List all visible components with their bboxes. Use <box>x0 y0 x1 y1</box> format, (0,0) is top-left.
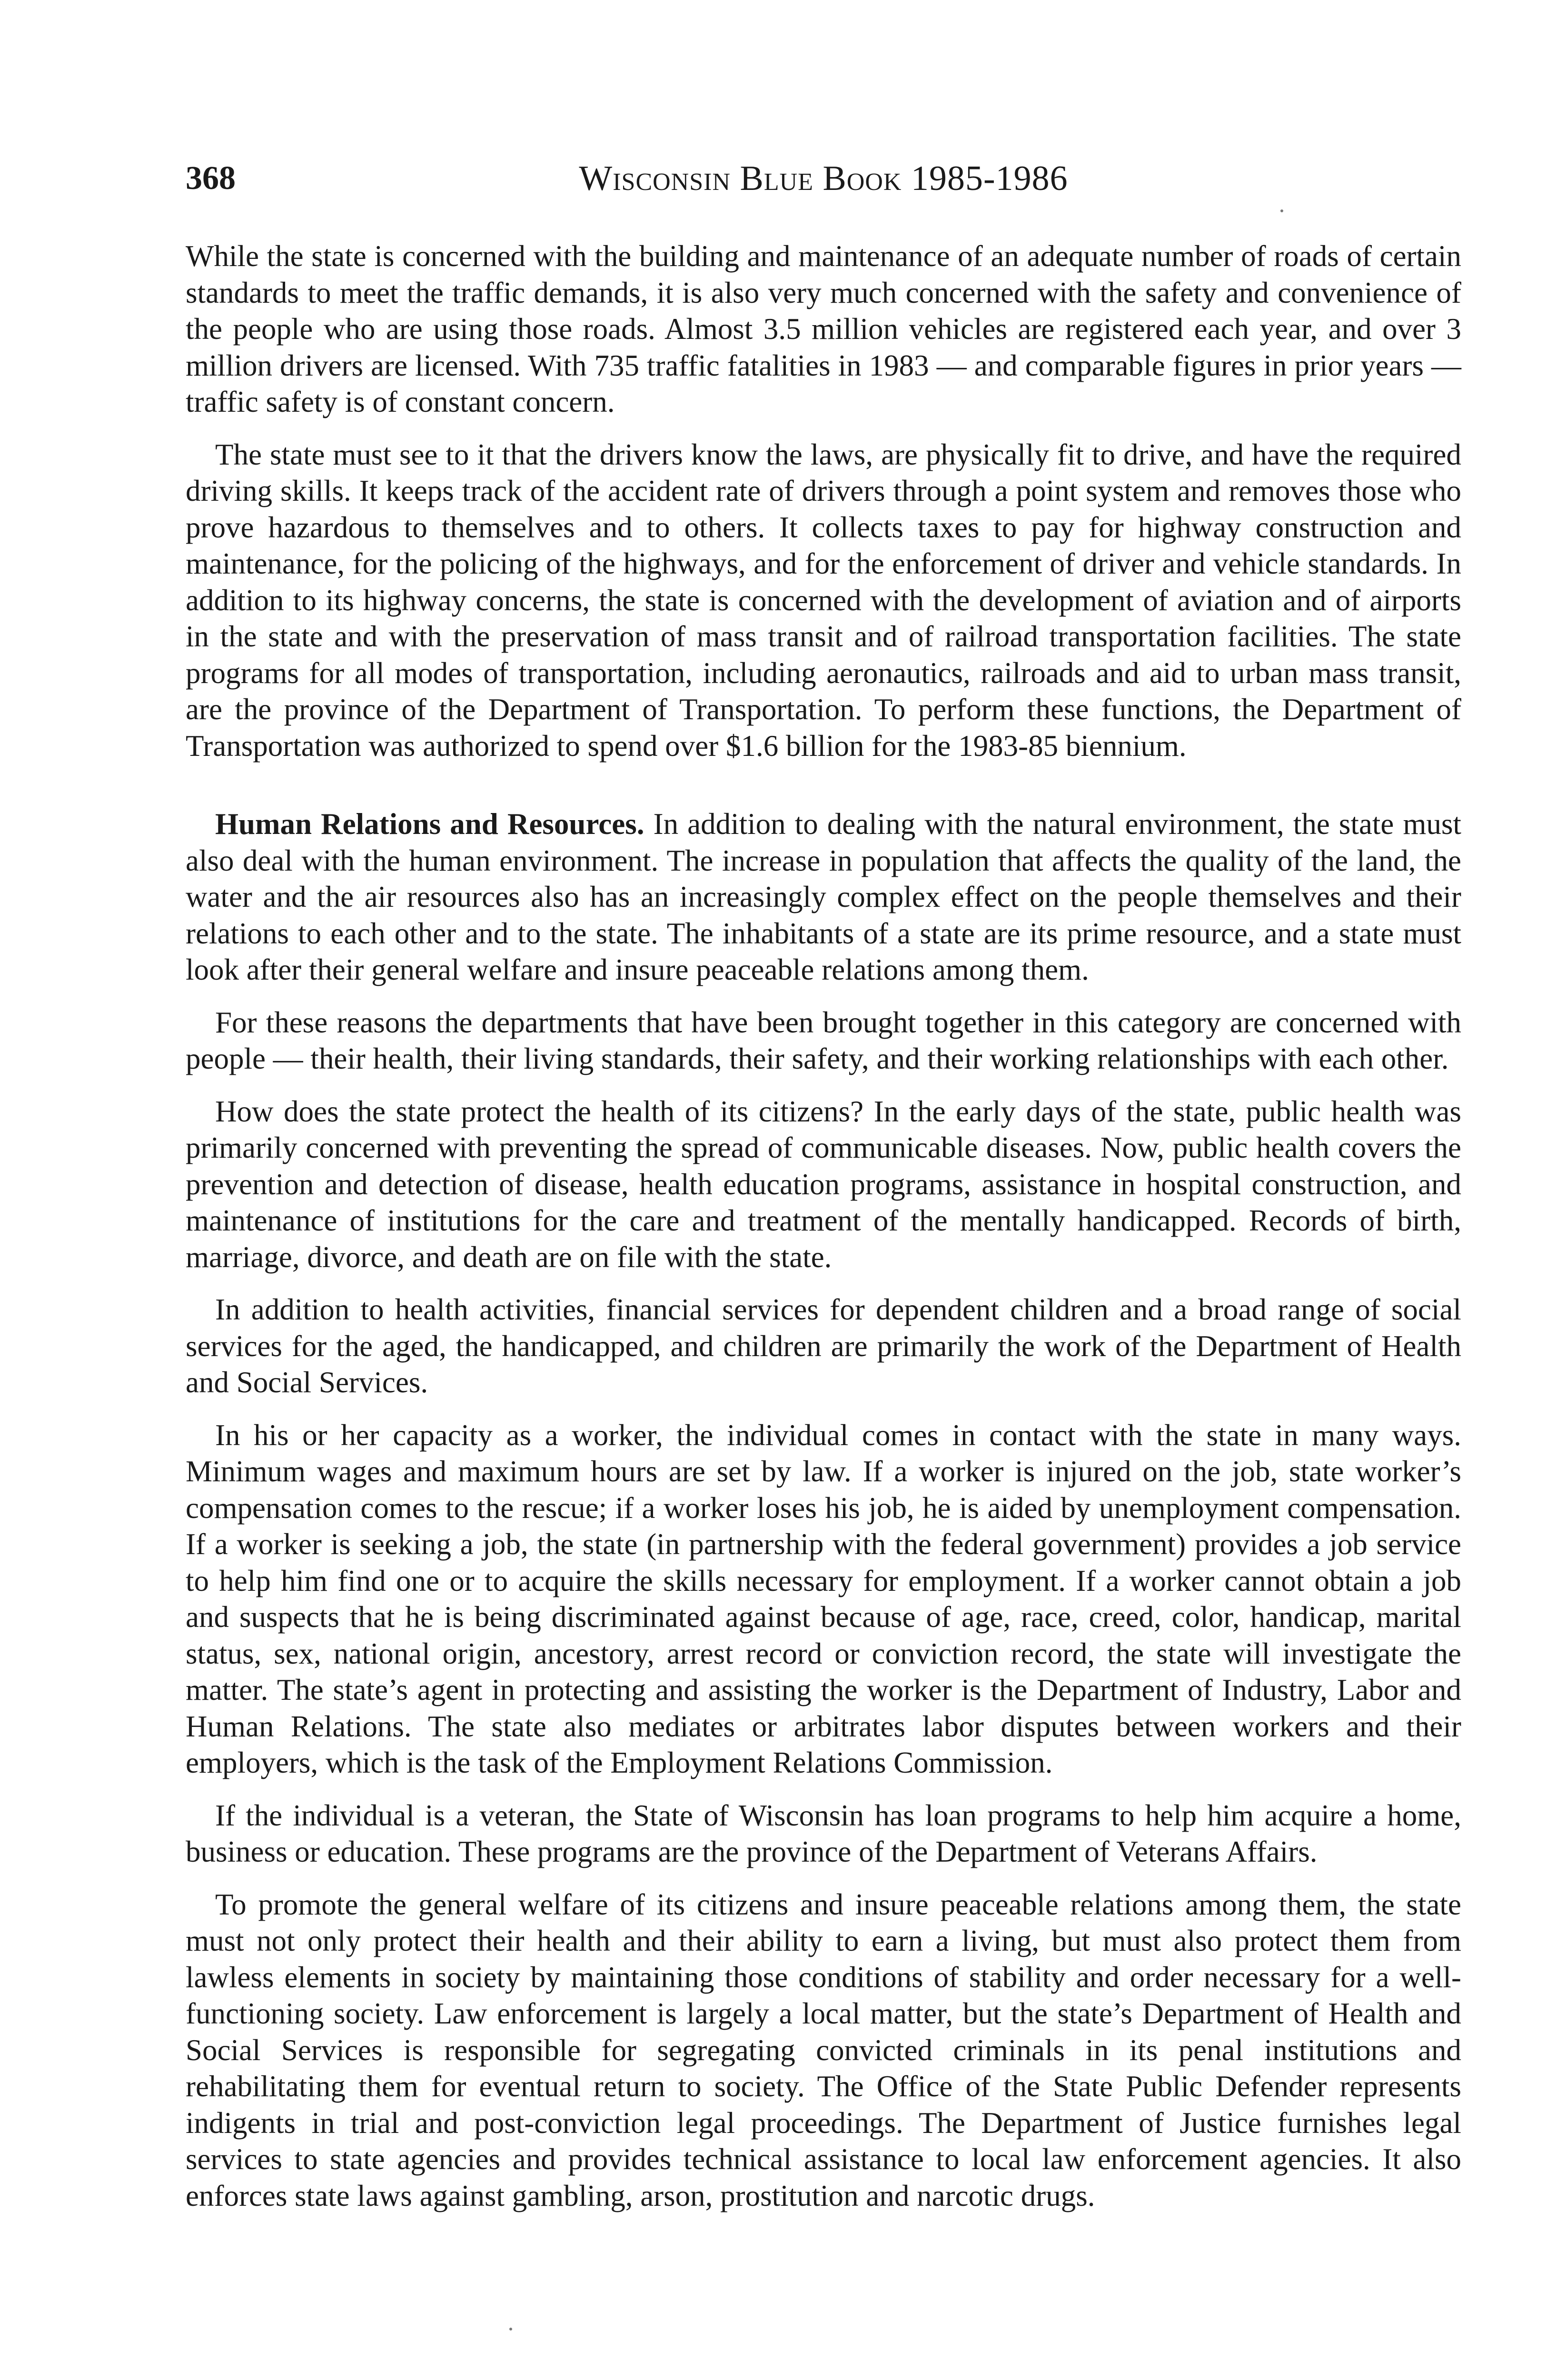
paragraph-veterans: If the individual is a veteran, the State of Wisconsin has loan programs to help him acquire a home, business or education. These programs are the province of the Department of Veterans Affairs. <box>186 1798 1461 1868</box>
paragraph-law-enforcement: To promote the general welfare of its citizens and insure peaceable relations among them, the state must not only protect their health and their ability to earn a living, but must also protect them from lawless elements in society by maintaining those conditions of stability and order necessary for a well-functioning society. Law enforcement is largely a local matter, but the state’s Department of Health and Social Services is responsible for segregating convicted criminals in its penal institutions and rehabilitating them for eventual return to society. The Office of the State Public Defender represents indigents in trial and post-conviction legal proceedings. The Department of Justice furnishes legal services to state agencies and provides technical assistance to local law enforcement agencies. It also enforces state laws against gambling, arson, prostitution and narcotic drugs. <box>186 1887 1461 2212</box>
paragraph-public-health: How does the state protect the health of its citizens? In the early days of the state, public health was primarily concerned with preventing the spread of communicable diseases. Now, public health covers the prevention and detection of disease, health education programs, assistance in hospital construction, and maintenance of institutions for the care and treatment of the mentally handicapped. Records of birth, marriage, divorce, and death are on file with the state. <box>186 1094 1461 1274</box>
paragraph-driver-standards: The state must see to it that the drivers know the laws, are physically fit to drive, and have the required driving skills. It keeps track of the accident rate of drivers through a point system and removes those who prove hazardous to themselves and to others. It collects taxes to pay for highway construction and maintenance, for the policing of the highways, and for the enforcement of driver and vehicle standards. In addition to its highway concerns, the state is concerned with the development of aviation and of airports in the state and with the preservation of mass transit and of railroad transportation facilities. The state programs for all modes of transportation, including aeronautics, railroads and aid to urban mass transit, are the province of the Department of Transportation. To perform these functions, the Department of Transportation was authorized to spend over $1.6 billion for the 1983-85 biennium. <box>186 437 1461 763</box>
section-heading-human-relations: Human Relations and Resources. <box>215 807 644 841</box>
paragraph-road-safety: While the state is concerned with the building and maintenance of an adequate number of roads of certain standards to meet the traffic demands, it is also very much concerned with the safety and convenience of the people who are using those roads. Almost 3.5 million vehicles are registered each year, and over 3 million drivers are licensed. With 735 traffic fatalities in 1983 — and comparable figures in prior years — traffic safety is of constant concern. <box>186 239 1461 418</box>
page-header <box>186 157 1461 209</box>
body-text <box>186 238 1461 2230</box>
paragraph-concerned-with-people: For these reasons the departments that have been brought together in this category are concerned with people — their health, their living standards, their safety, and their working relationships with each other. <box>186 1005 1461 1075</box>
paragraph-social-services: In addition to health activities, financial services for dependent children and a broad range of social services for the aged, the handicapped, and children are primarily the work of the Department of Health and Social Services. <box>186 1293 1461 1399</box>
print-speck <box>509 2328 512 2330</box>
paragraph-human-relations <box>186 806 1461 988</box>
paragraph-human-relations-text: In addition to dealing with the natural environment, the state must also deal with the human environment. The increase in population that affects the quality of the land, the water and the air resources also has an increasingly complex effect on the people themselves and their relations to each other and to the state. The inhabitants of a state are its prime resource, and a state must look after their general welfare and insure peaceable relations among them. <box>186 807 1462 986</box>
running-title: Wisconsin Blue Book 1985-1986 <box>579 159 1068 198</box>
print-speck <box>1280 209 1283 212</box>
paragraph-worker: In his or her capacity as a worker, the individual comes in contact with the state in many ways. Minimum wages and maximum hours are set by law. If a worker is injured on the job, state worker’s compensation comes to the rescue; if a worker loses his job, he is aided by unemployment compensation. If a worker is seeking a job, the state (in partnership with the federal government) provides a job service to help him find one or to acquire the skills necessary for employment. If a worker cannot obtain a job and suspects that he is being discriminated against because of age, race, creed, color, handicap, marital status, sex, national origin, ancestory, arrest record or conviction record, the state will investigate the matter. The state’s agent in protecting and assisting the worker is the Department of Industry, Labor and Human Relations. The state also mediates or arbitrates labor disputes between workers and their employers, which is the task of the Employment Relations Commission. <box>186 1418 1461 1779</box>
page-number: 368 <box>186 160 236 197</box>
